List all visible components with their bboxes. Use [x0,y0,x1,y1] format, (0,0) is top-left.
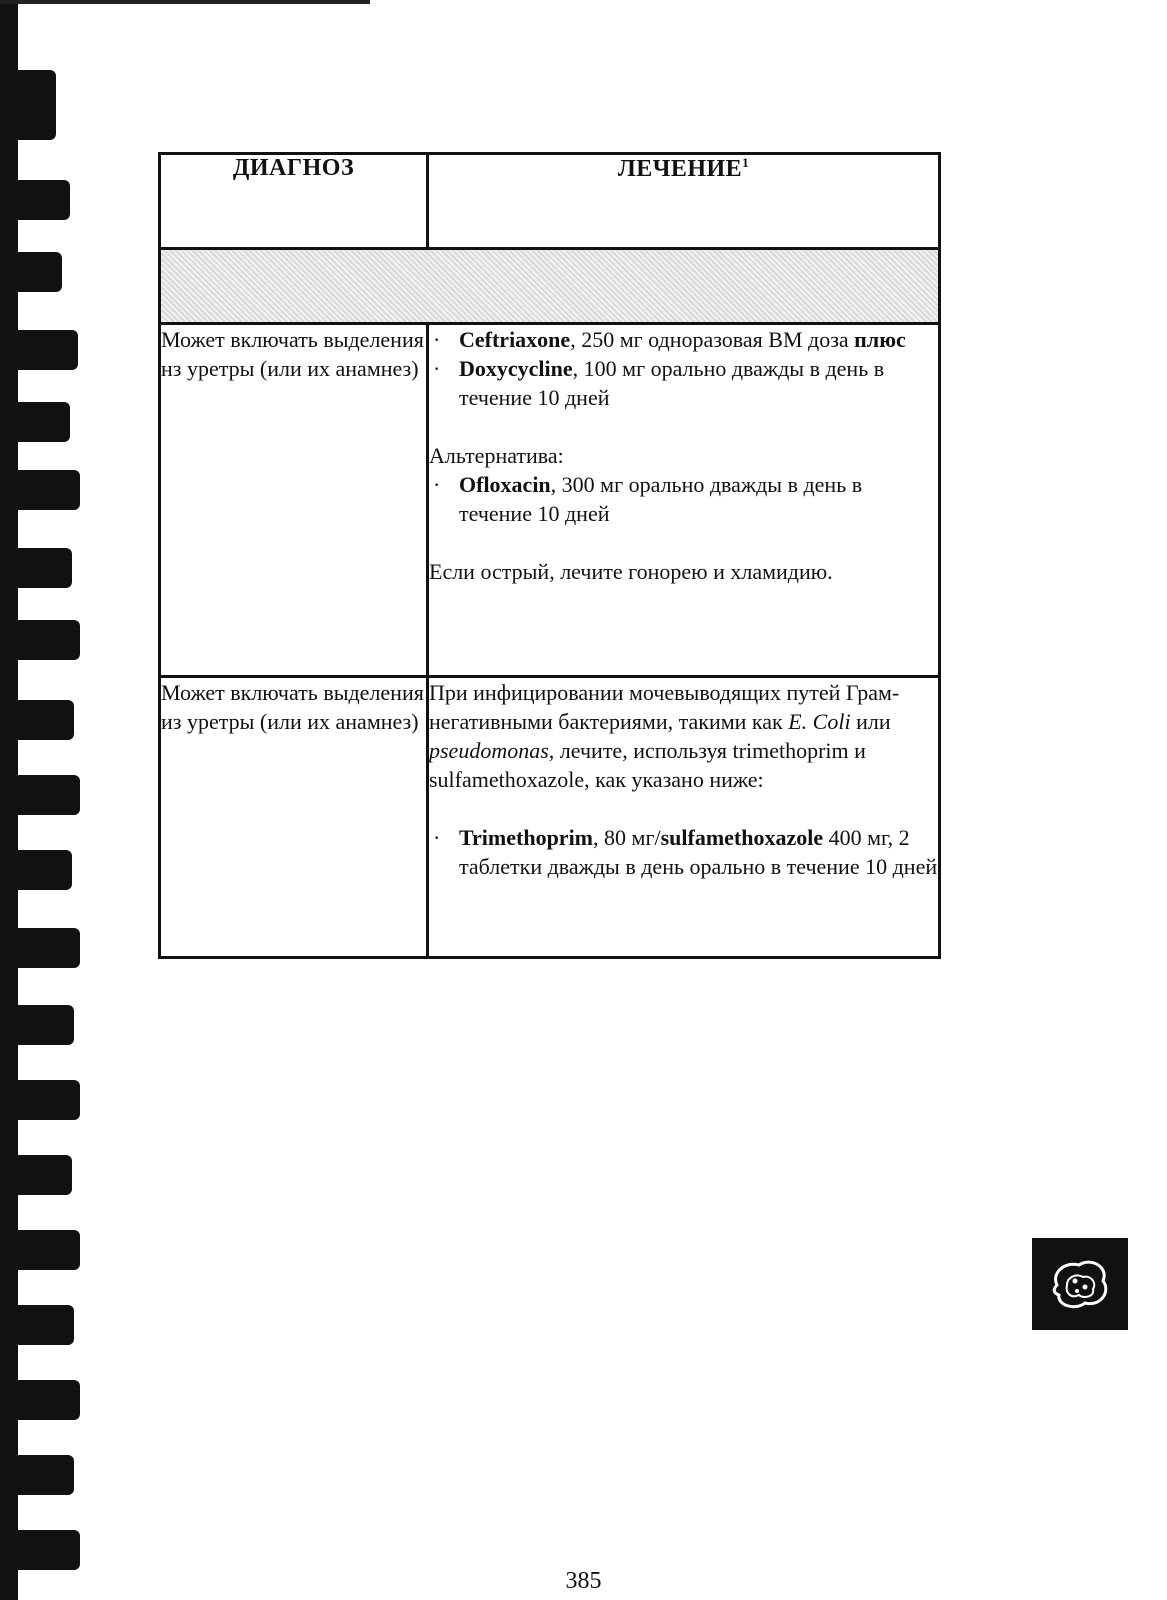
diagnosis-header: ДИАГНОЗ [160,154,428,249]
list-item: · Doxycycline, 100 мг орально дважды в день в течение 10 дней [433,356,885,410]
alternative-list [429,470,938,528]
footnote-marker: 1 [742,155,750,170]
top-edge-line [0,0,370,4]
list-item: · Ceftriaxone, 250 мг одноразовая ВМ доза плюс [433,327,906,352]
treatment-list [429,823,938,881]
treatment-intro: При инфицировании мочевыводящих путей Грам-негативными бактериями, такими как E. Coli или pseudomonas, лечите, используя trimethoprim и sulfamethoxazole, как указано ниже: [429,680,900,792]
list-item: · Ofloxacin, 300 мг орально дважды в день в течение 10 дней [433,472,863,526]
alternative-label: Альтернатива: [429,443,564,468]
table-row [160,324,940,677]
bacteria-icon [1032,1238,1128,1330]
treatment-cell [428,677,940,958]
shaded-section-band [160,249,940,324]
binding-strip [0,0,82,1600]
list-item: · Trimethoprim, 80 мг/sulfamethoxazole 400 мг, 2 таблетки дважды в день орально в течение 10 дней [433,825,938,879]
treatment-note: Если острый, лечите гонорею и хламидию. [429,559,833,584]
page-number: 385 [565,1568,602,1594]
treatment-cell [428,324,940,677]
treatment-table [158,152,938,959]
diagnosis-cell: Может включать выделения нз уретры (или их анамнез) [160,324,428,677]
treatment-header: ЛЕЧЕНИЕ$^1$ [428,154,940,249]
table-row [160,677,940,958]
treatment-list [429,325,938,412]
diagnosis-cell: Может включать выделения из уретры (или их анамнез) [160,677,428,958]
